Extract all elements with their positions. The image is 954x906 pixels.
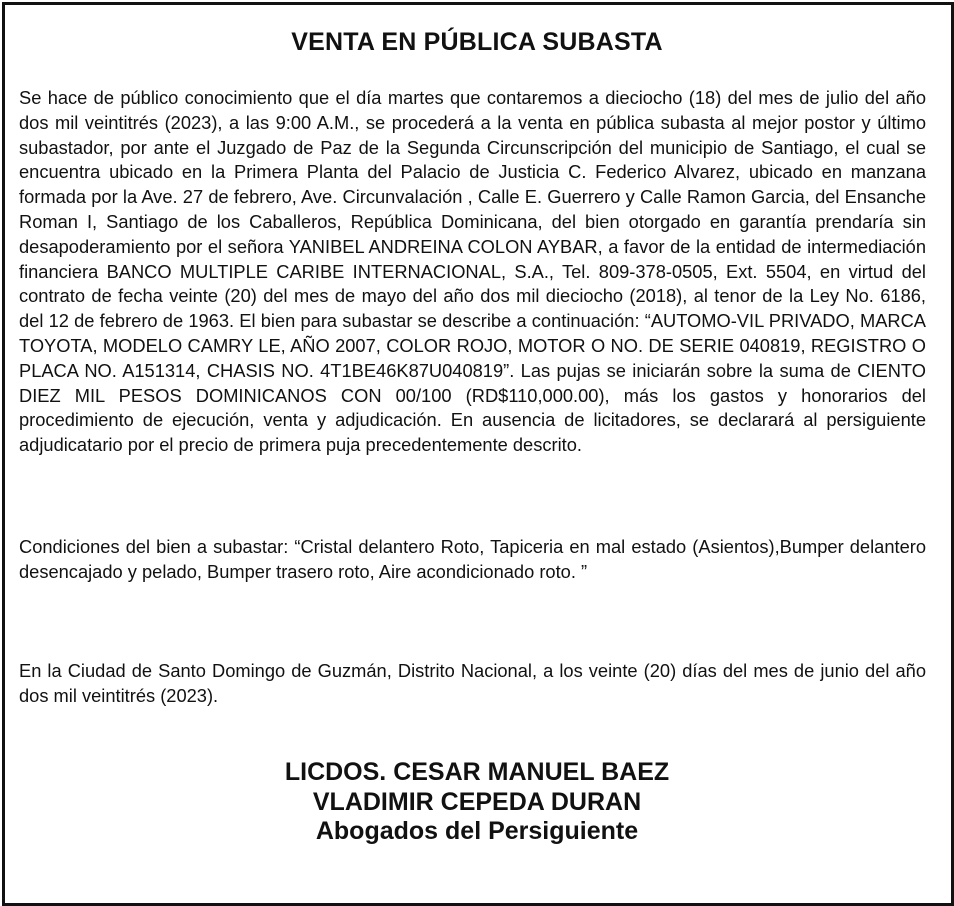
signature-lawyers-line2: VLADIMIR CEPEDA DURAN [312,787,642,816]
notice-body-paragraph: Se hace de público conocimiento que el día martes que contaremos a dieciocho (18) del mes de julio del año dos mil veintitrés (2023), a las 9:00 A.M., se procederá a la venta en pública subasta al mejor postor y último subastador, por ante el Juzgado de Paz de la Segunda Circunscripción del municipio de Santiago, el cual se encuentra ubicado en la Primera Planta del Palacio de Justicia C. Federico Alvarez, ubicado en manzana formada por la Ave. 27 de febrero, Ave. Circunvalación , Calle E. Guerrero y Calle Ramon Garcia, del Ensanche Roman I, Santiago de los Caballeros, República Dominicana, del bien otorgado en garantía prendaría sin desapoderamiento por el señora YANIBEL ANDREINA COLON AYBAR, a favor de la entidad de intermediación financiera BANCO MULTIPLE CARIBE INTERNACIONAL, S.A., Tel. 809-378-0505, Ext. 5504, en virtud del contrato de fecha veinte (20) del mes de mayo del año dos mil dieciocho (2018), al tenor de la Ley No. 6186, del 12 de febrero de 1963. El bien para subastar se describe a continuación: “AUTOMO-VIL PRIVADO, MARCA TOYOTA, MODELO CAMRY LE, AÑO 2007, COLOR ROJO, MOTOR O NO. DE SERIE 040819, REGISTRO O PLACA NO. A151314, CHASIS NO. 4T1BE46K87U040819”. Las pujas se iniciarán sobre la suma de CIENTO DIEZ MIL PESOS DOMINICANOS CON 00/100 (RD$110,000.00), más los gastos y honorarios del procedimiento de ejecución, venta y adjudicación. En ausencia de licitadores, se declarará al persiguiente adjudicatario por el precio de primera puja precedentemente descrito. [19,87,926,456]
date-place-paragraph: En la Ciudad de Santo Domingo de Guzmán, Distrito Nacional, a los veinte (20) días del mes de junio del año dos mil veintitrés (2023). [19,660,926,706]
notice-title: VENTA EN PÚBLICA SUBASTA [291,28,663,56]
signature-role: Abogados del Persiguiente [315,817,639,845]
conditions-paragraph: Condiciones del bien a subastar: “Cristal delantero Roto, Tapiceria en mal estado (Asientos),Bumper delantero desencajado y pelado, Bumper trasero roto, Aire acondicionado roto. ” [19,536,926,582]
signature-block [0,758,954,847]
signature-lawyers-line1: LICDOS. CESAR MANUEL BAEZ [284,758,670,786]
